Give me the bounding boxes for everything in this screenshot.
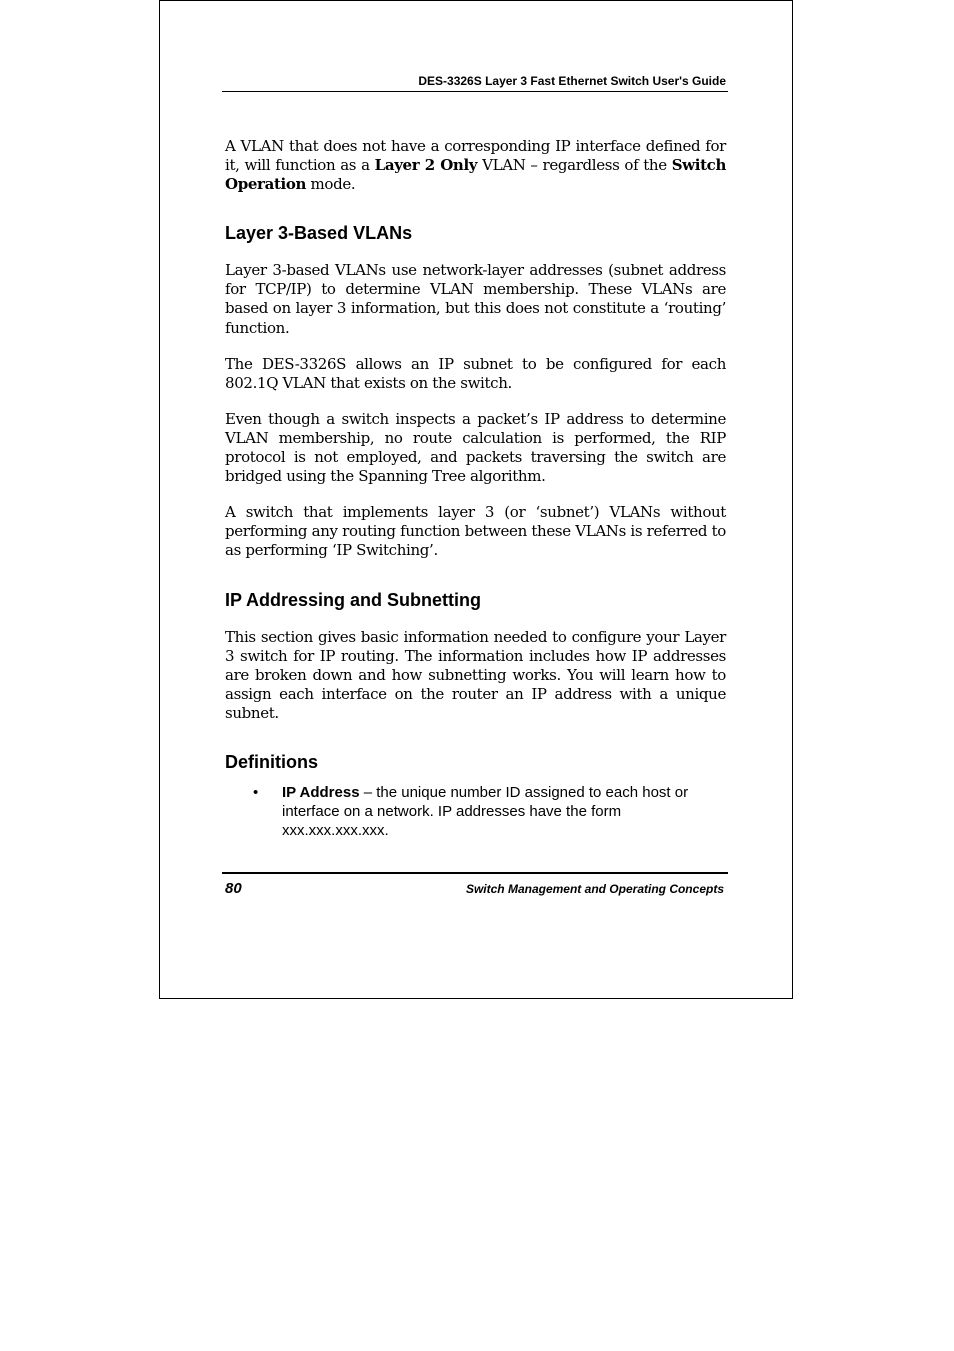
intro-paragraph	[225, 137, 726, 194]
heading-definitions: Definitions	[225, 751, 318, 772]
intro-text-3: mode.	[306, 175, 356, 194]
footer-divider	[222, 872, 728, 874]
page-number: 80	[225, 880, 242, 897]
intro-text-1: A VLAN that does not have a corresponding IP interface defined for it, will function as a	[225, 137, 726, 175]
layer3-paragraph-2: The DES-3326S allows an IP subnet to be configured for each 802.1Q VLAN that exists on the switch.	[225, 354, 726, 392]
page-body	[225, 137, 726, 840]
running-footer: Switch Management and Operating Concepts	[465, 882, 724, 896]
heading-layer3-vlans: Layer 3-Based VLANs	[225, 223, 413, 244]
definition-term: IP Address	[282, 783, 360, 801]
ip-paragraph: This section gives basic information needed to configure your Layer 3 switch for IP routing. The information includes how IP addresses are broken down and how subnetting works. You will learn how to assign each interface on the router an IP address with a unique subnet.	[225, 627, 726, 722]
bullet-icon: •	[253, 783, 259, 801]
header-divider	[222, 91, 728, 92]
layer3-paragraph-3: Even though a switch inspects a packet’s IP address to determine VLAN membership, no route calculation is performed, the RIP protocol is not employed, and packets traversing the switch are bridged using the Spanning Tree algorithm.	[225, 409, 726, 486]
list-item	[225, 783, 722, 840]
heading-ip-addressing: IP Addressing and Subnetting	[225, 589, 482, 610]
layer3-paragraph-1: Layer 3-based VLANs use network-layer addresses (subnet address for TCP/IP) to determine VLAN membership. These VLANs are based on layer 3 information, but this does not constitute a ‘routing’ function.	[225, 261, 726, 337]
running-header: DES-3326S Layer 3 Fast Ethernet Switch User's Guide	[418, 74, 726, 88]
intro-text-2: VLAN – regardless of the	[477, 156, 672, 175]
intro-bold-layer2: Layer 2 Only	[374, 156, 478, 175]
definition-text: – the unique number ID assigned to each host or interface on a network. IP addresses have the form xxx.xxx.xxx.xxx.	[282, 783, 689, 839]
layer3-paragraph-4: A switch that implements layer 3 (or ‘subnet’) VLANs without performing any routing function between these VLANs is referred to as performing ‘IP Switching’.	[225, 503, 726, 560]
definitions-list	[225, 783, 726, 840]
intro-bold-switch-operation: Switch Operation	[225, 156, 727, 194]
